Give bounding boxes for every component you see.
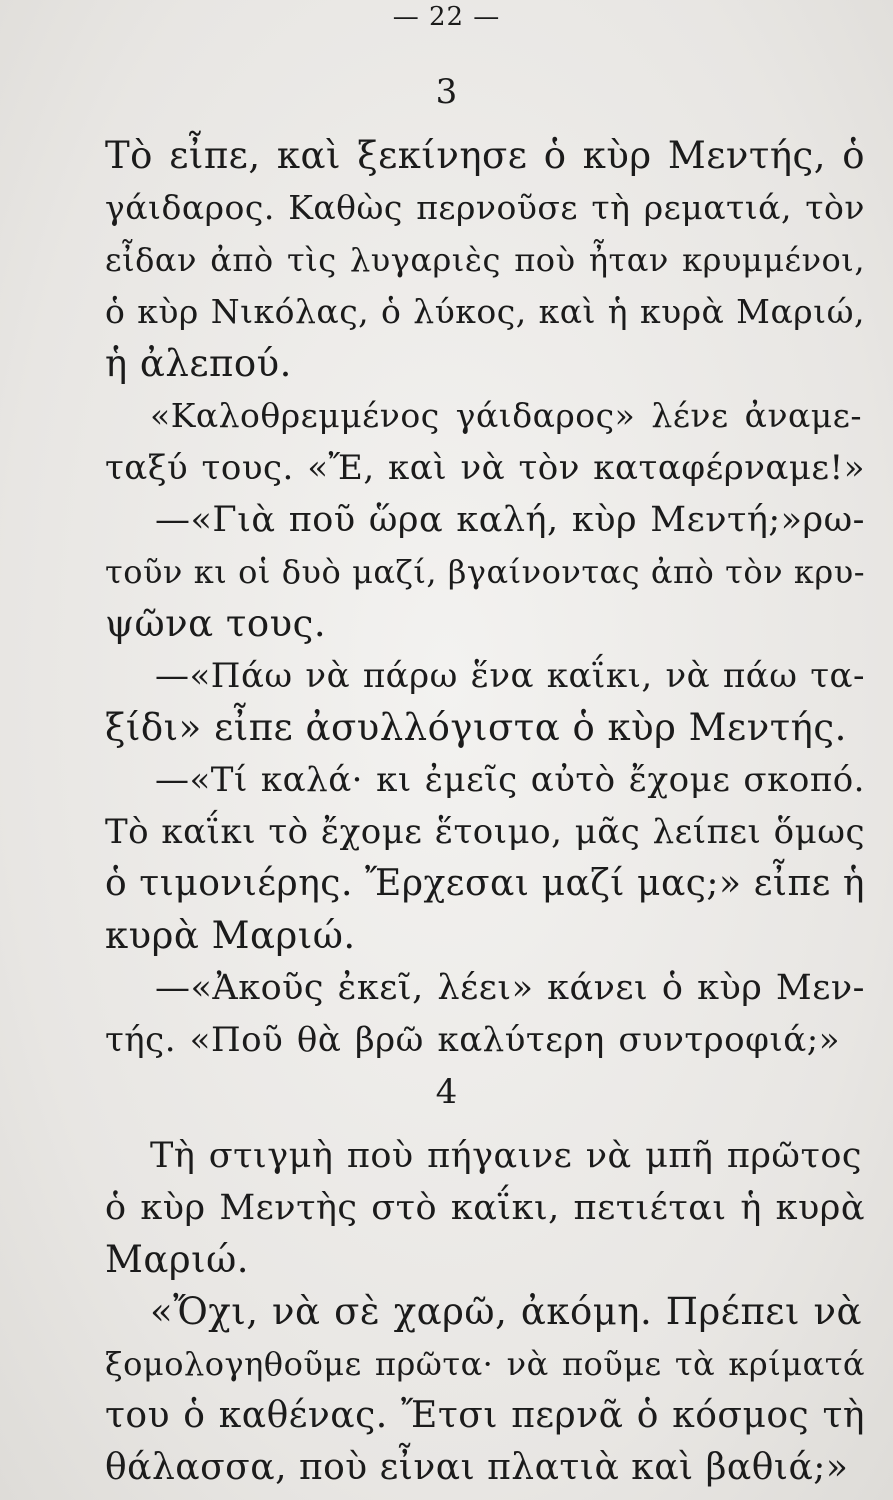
text-line: Τὴ στιγμὴ ποὺ πήγαινε νὰ μπῆ πρῶτος [150, 1136, 862, 1176]
text-line: ὁ τιμονιέρης. Ἔρχεσαι μαζί μας;» εἶπε ἡ [105, 863, 865, 904]
text-line: ὁ κὺρ Νικόλας, ὁ λύκος, καὶ ἡ κυρὰ Μαριώ, [105, 292, 865, 331]
text-line: ταξύ τους. «Ἔ, καὶ νὰ τὸν καταφέρναμε!» [105, 448, 865, 488]
text-line: ψῶνα τους. [105, 602, 327, 645]
text-line: Μαριώ. [105, 1238, 250, 1281]
section-number: 4 [435, 1072, 458, 1112]
section-number: 3 [435, 72, 458, 112]
text-line: —«Πάω νὰ πάρω ἕνα καΐκι, νὰ πάω τα- [155, 656, 865, 696]
text-line: «Ὄχι, νὰ σὲ χαρῶ, ἀκόμη. Πρέπει νὰ [150, 1290, 862, 1333]
text-line: θάλασσα, ποὺ εἶναι πλατιὰ καὶ βαθιά;» [105, 1447, 849, 1488]
page-number: — 22 — [392, 2, 501, 32]
text-line: κυρὰ Μαριώ. [105, 914, 356, 957]
text-line: Τὸ καΐκι τὸ ἔχομε ἕτοιμο, μᾶς λείπει ὅμως [105, 812, 865, 852]
text-line: «Καλοθρεμμένος γάιδαρος» λένε ἀναμε- [150, 396, 862, 435]
text-line: γάιδαρος. Καθὼς περνοῦσε τὴ ρεματιά, τὸν [105, 188, 865, 227]
text-line: ξίδι» εἶπε ἀσυλλόγιστα ὁ κὺρ Μεντής. [105, 706, 847, 749]
text-line: —«Ἀκοῦς ἐκεῖ, λέει» κάνει ὁ κὺρ Μεν- [155, 968, 865, 1008]
text-line: —«Τί καλά· κι ἐμεῖς αὐτὸ ἔχομε σκοπό. [155, 760, 865, 800]
text-line: ξομολογηθοῦμε πρῶτα· νὰ ποῦμε τὰ κρίματά [105, 1345, 865, 1383]
text-line: ἡ ἀλεπού. [105, 342, 292, 385]
text-line: εἶδαν ἀπὸ τὶς λυγαριὲς ποὺ ἦταν κρυμμένοι, [105, 241, 865, 279]
text-line: τοῦν κι οἱ δυὸ μαζί, βγαίνοντας ἀπὸ τὸν κρυ- [105, 553, 865, 591]
text-line: του ὁ καθένας. Ἔτσι περνᾶ ὁ κόσμος τὴ [105, 1395, 865, 1436]
text-line: τής. «Ποῦ θὰ βρῶ καλύτερη συντροφιά;» [105, 1020, 840, 1060]
text-line: ὁ κὺρ Μεντὴς στὸ καΐκι, πετιέται ἡ κυρὰ [105, 1188, 865, 1228]
text-line: —«Γιὰ ποῦ ὥρα καλή, κὺρ Μεντή;»ρω- [155, 500, 865, 540]
text-line: Τὸ εἶπε, καὶ ξεκίνησε ὁ κὺρ Μεντής, ὁ [105, 134, 865, 177]
